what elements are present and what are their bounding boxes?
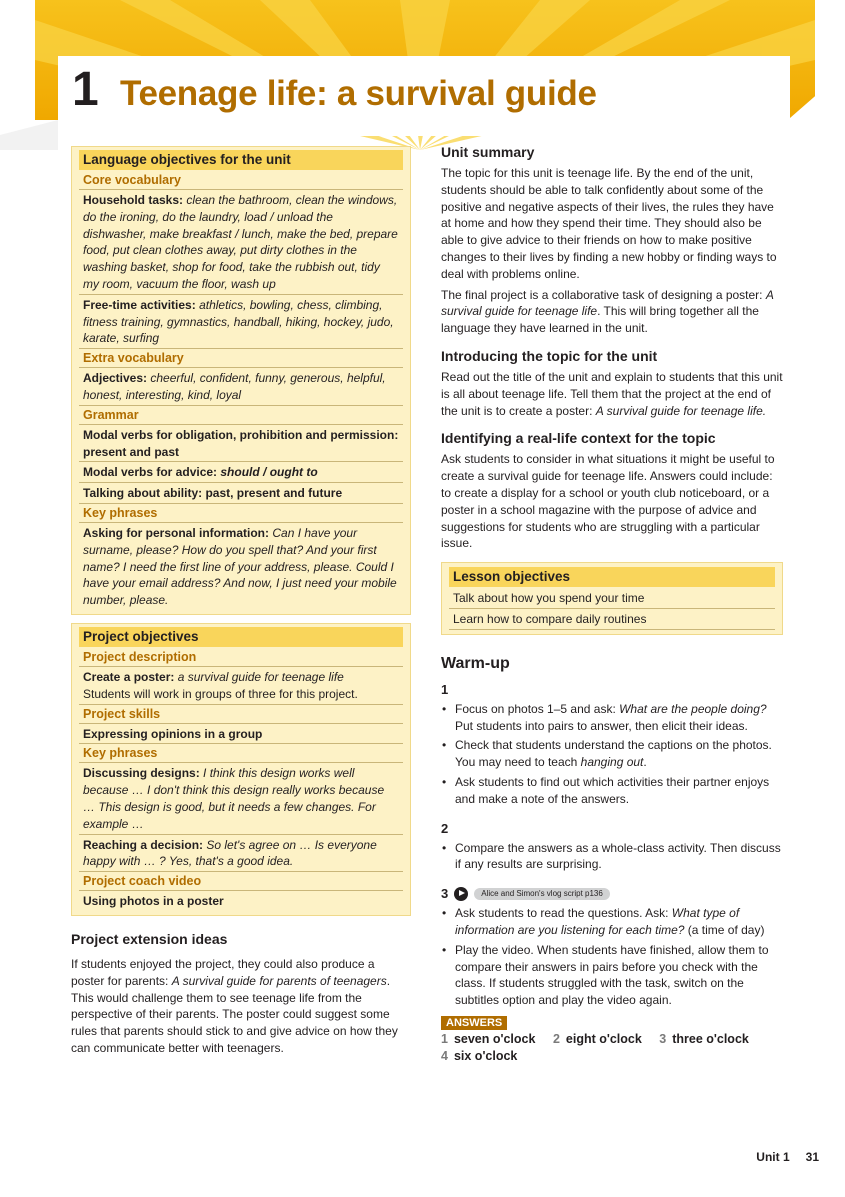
discussing-designs-entry xyxy=(79,763,403,834)
project-coach-text: Using photos in a poster xyxy=(83,894,224,909)
project-objectives-heading: Project objectives xyxy=(79,627,403,647)
play-video-icon[interactable] xyxy=(454,887,468,901)
exercise-3-header xyxy=(441,885,783,902)
key-phrases-heading: Key phrases xyxy=(79,504,403,523)
asking-info-entry xyxy=(79,523,403,610)
lesson-objective-item: Learn how to compare daily routines xyxy=(449,609,775,630)
unit-summary-text-a: The final project is a collaborative task of designing a poster: xyxy=(441,287,766,302)
exercise-1-list xyxy=(441,701,783,808)
free-time-label: Free-time activities: xyxy=(83,297,196,312)
list-item-italic: What type of information are you listening for each time? xyxy=(455,906,740,937)
answer-number: 3 xyxy=(659,1031,667,1046)
list-item-italic: What are the people doing? xyxy=(619,701,767,716)
warm-up-heading: Warm-up xyxy=(441,654,510,672)
real-life-section xyxy=(441,429,783,552)
introducing-section xyxy=(441,347,783,419)
footer-unit: Unit 1 xyxy=(756,1150,790,1164)
adjectives-entry xyxy=(79,368,403,406)
introducing-heading: Introducing the topic for the unit xyxy=(441,347,658,364)
extension-text xyxy=(71,956,411,1057)
lesson-objective-item: Talk about how you spend your time xyxy=(449,588,775,609)
project-skills-heading: Project skills xyxy=(79,705,403,724)
extension-text-a: If students enjoyed the project, they could also produce a poster for parents: xyxy=(71,956,375,988)
exercise-number: 2 xyxy=(441,820,449,836)
page-number: 31 xyxy=(805,1150,819,1164)
introducing-italic: A survival guide for teenage life. xyxy=(595,403,767,418)
lesson-objectives-box xyxy=(441,562,783,635)
extra-vocabulary-heading: Extra vocabulary xyxy=(79,349,403,368)
answer-text: seven o'clock xyxy=(453,1031,536,1046)
page-footer xyxy=(756,1150,819,1164)
unit-summary-heading: Unit summary xyxy=(441,144,535,160)
household-tasks-entry xyxy=(79,190,403,295)
list-item: • Play the video. When students have finished, allow them to compare their answers in pairs before you check with the class. If students struggled with the task, switch on the subtitles option and play the video again. xyxy=(441,942,783,1009)
adjectives-label: Adjectives: xyxy=(83,371,148,386)
list-item-text: Ask students to read the questions. Ask: xyxy=(455,906,672,921)
adjectives-text: cheerful, confident, funny, generous, helpful, honest, interesting, kind, loyal xyxy=(83,371,386,402)
extension-section xyxy=(71,930,411,1057)
project-objectives-box xyxy=(71,623,411,916)
introducing-text xyxy=(441,369,783,419)
list-item-text: Check that students understand the captions on the photos. You may need to teach xyxy=(455,738,772,770)
exercise-2-list xyxy=(441,840,783,874)
core-vocabulary-heading: Core vocabulary xyxy=(79,171,403,190)
free-time-text: athletics, bowling, chess, climbing, fitness training, gymnastics, handball, hiking, hockey, judo, karate, surfing xyxy=(83,297,394,346)
create-poster-text: a survival guide for teenage life xyxy=(177,669,344,684)
grammar-item-italic: should / ought to xyxy=(220,465,318,480)
list-item-text: Focus on photos 1–5 and ask: xyxy=(455,701,620,716)
list-item xyxy=(441,701,783,735)
answers-row xyxy=(441,1048,783,1065)
introducing-text-a: Read out the title of the unit and explain to students that this unit is all about teenage life. Tell them that the project at the end of the unit is to create a poster: xyxy=(441,369,783,418)
create-poster-entry xyxy=(79,667,403,705)
page-title: Teenage life: a survival guide xyxy=(120,74,597,113)
list-item: • Ask students to find out which activities their partner enjoys and make a note of the answers. xyxy=(441,774,783,808)
project-coach-heading: Project coach video xyxy=(79,872,403,891)
grammar-item: Modal verbs for obligation, prohibition and permission: present and past xyxy=(79,425,403,463)
grammar-heading: Grammar xyxy=(79,406,403,425)
lesson-objectives-heading: Lesson objectives xyxy=(449,567,775,587)
create-poster-label: Create a poster: xyxy=(83,669,175,684)
unit-summary-para xyxy=(441,287,783,337)
real-life-heading: Identifying a real-life context for the topic xyxy=(441,430,716,447)
extension-text-b: . This would challenge them to see teenage life from the perspective of their parents. The poster could suggest some rules that parents should stick to and give advice on how they can communicate better with teenagers. xyxy=(71,973,398,1055)
list-item-text: . xyxy=(643,755,647,770)
list-item xyxy=(441,737,783,771)
right-column xyxy=(441,143,783,1065)
answers-row xyxy=(441,1031,783,1048)
list-item-italic: hanging out xyxy=(580,755,644,770)
answer-number: 1 xyxy=(441,1031,448,1046)
unit-summary-text-b: . This will bring together all the language they have learned in the unit. xyxy=(441,304,759,336)
discussing-designs-text: I think this design works well because … I don't think this design really works because … This design is good, but it needs a few changes. For example … xyxy=(83,766,385,831)
unit-number: 1 xyxy=(72,63,99,116)
exercise-number: 3 xyxy=(441,886,449,902)
extension-heading: Project extension ideas xyxy=(71,930,228,947)
asking-info-label: Asking for personal information: xyxy=(83,525,270,540)
unit-summary-para: The topic for this unit is teenage life. By the end of the unit, students should be able to talk confidently about some of the positive and negative aspects of their lives, the rules they have at home and how they spend their time. They should also be able to give advice to their friends on how to make positive changes to their lives by finding a new hobby or finding ways to deal with problems online. xyxy=(441,166,777,281)
unit-summary-section xyxy=(441,143,783,337)
answer-text: eight o'clock xyxy=(565,1031,642,1046)
project-skills-text: Expressing opinions in a group xyxy=(79,724,403,745)
grammar-item: Talking about ability: past, present and future xyxy=(79,483,403,504)
list-item-text: (a time of day) xyxy=(684,922,765,937)
list-item: • Compare the answers as a whole-class activity. Then discuss if any results are surprising. xyxy=(441,840,783,874)
list-item xyxy=(441,905,783,939)
unit-summary-italic: A survival guide for teenage life xyxy=(441,287,774,319)
reaching-decision-entry xyxy=(79,835,403,873)
answer-text: six o'clock xyxy=(453,1048,518,1063)
answers-list xyxy=(441,1031,783,1065)
answer-text: three o'clock xyxy=(672,1031,749,1046)
grammar-item xyxy=(79,462,403,483)
groups-text: Students will work in groups of three for this project. xyxy=(83,686,358,701)
reaching-decision-text: So let's agree on … Is everyone happy with … ? Yes, that's a good idea. xyxy=(83,837,377,869)
project-description-heading: Project description xyxy=(79,648,403,667)
answers-label: ANSWERS xyxy=(441,1016,507,1030)
vlog-script-reference: Alice and Simon's vlog script p136 xyxy=(474,888,610,900)
answer-number: 2 xyxy=(552,1031,560,1046)
reaching-decision-label: Reaching a decision: xyxy=(83,837,204,852)
answer-number: 4 xyxy=(441,1048,448,1063)
discussing-designs-label: Discussing designs: xyxy=(83,766,200,781)
exercise-number: 1 xyxy=(441,681,449,697)
language-objectives-heading: Language objectives for the unit xyxy=(79,150,403,170)
asking-info-text: Can I have your surname, please? How do you spell that? And your first name? I need the first line of your address, please. Could I have your email address? And now, I just need your mobile number, please. xyxy=(83,525,397,608)
project-key-phrases-heading: Key phrases xyxy=(79,744,403,763)
list-item-text: Put students into pairs to answer, then elicit their ideas. xyxy=(455,718,748,733)
free-time-entry xyxy=(79,295,403,349)
left-column xyxy=(71,146,411,1067)
language-objectives-box xyxy=(71,146,411,615)
extension-text-italic: A survival guide for parents of teenagers xyxy=(171,973,387,988)
exercise-3-list xyxy=(441,905,783,1009)
household-tasks-text: clean the bathroom, clean the windows, do the ironing, do the laundry, load / unload the dishwasher, make breakfast / lunch, make the bed, prepare food, put clean clothes away, put dirty clothes in the washing basket, shop for food, take the rubbish out, tidy my room, vacuum the floor, wash up xyxy=(83,193,398,291)
household-tasks-label: Household tasks: xyxy=(83,193,184,207)
real-life-text: Ask students to consider in what situations it might be useful to create a survival guide for teenage life. Answers could include: to create a display for a school or youth club noticeboard, or a poster in a school magazine with the purpose of advice and suggestions for students who are struggling with a particular issue. xyxy=(441,452,775,551)
grammar-item-lead: Modal verbs for advice: xyxy=(83,465,221,480)
